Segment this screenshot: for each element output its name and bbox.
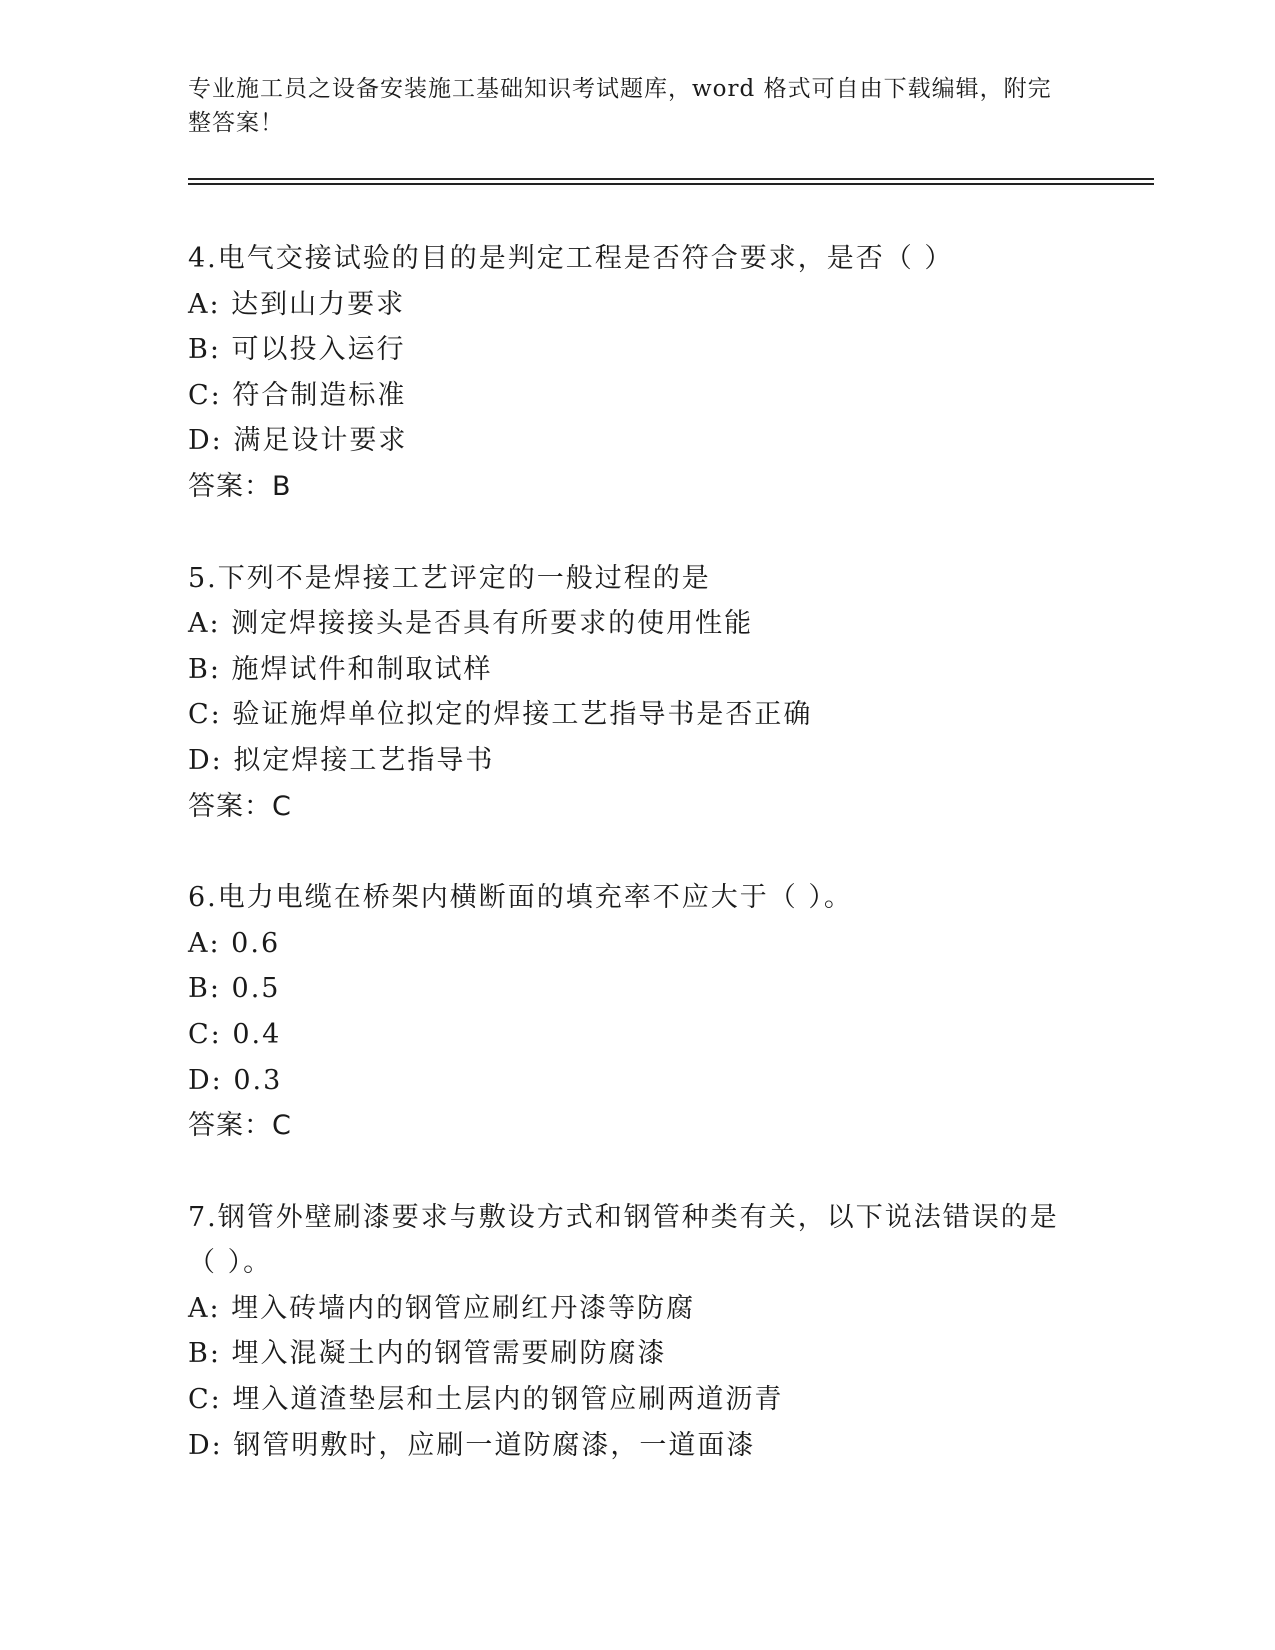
header-divider-bottom [188, 183, 1154, 185]
question-6 [188, 875, 1088, 1149]
option-a: A: 测定焊接接头是否具有所要求的使用性能 [188, 608, 754, 640]
question-stem: 7.钢管外壁刷漆要求与敷设方式和钢管种类有关，以下说法错误的是（ ）。 [188, 1201, 1059, 1279]
option-c: C: 验证施焊单位拟定的焊接工艺指导书是否正确 [188, 699, 813, 731]
document-header: 专业施工员之设备安装施工基础知识考试题库，word 格式可自由下载编辑，附完整答案！ [188, 76, 1052, 136]
option-a: A: 埋入砖墙内的钢管应刷红丹漆等防腐 [188, 1292, 696, 1324]
option-d: D: 钢管明敷时，应刷一道防腐漆，一道面漆 [188, 1429, 756, 1461]
header-divider-top [188, 178, 1154, 180]
question-5 [188, 556, 1088, 830]
option-c: C: 符合制造标准 [188, 379, 407, 411]
option-a: A: 达到山力要求 [188, 288, 406, 320]
answer-label: 答案：B [188, 470, 292, 502]
answer-label: 答案：C [188, 790, 292, 822]
question-stem: 6.电力电缆在桥架内横断面的填充率不应大于（ ）。 [188, 882, 853, 914]
question-list [188, 236, 1088, 1514]
option-b: B: 可以投入运行 [188, 334, 406, 366]
option-b: B: 埋入混凝土内的钢管需要刷防腐漆 [188, 1338, 667, 1370]
question-stem: 4.电气交接试验的目的是判定工程是否符合要求，是否（ ） [188, 243, 954, 274]
option-b: B: 施焊试件和制取试样 [188, 653, 493, 685]
question-4 [188, 236, 1088, 510]
answer-label: 答案：C [188, 1110, 292, 1142]
question-stem: 5.下列不是焊接工艺评定的一般过程的是 [188, 562, 711, 594]
option-d: D: 拟定焊接工艺指导书 [188, 744, 495, 776]
option-d: D: 0.3 [188, 1064, 283, 1096]
option-a: A: 0.6 [188, 927, 281, 959]
option-b: B: 0.5 [188, 973, 281, 1005]
option-c: C: 0.4 [188, 1018, 282, 1050]
option-c: C: 埋入道渣垫层和土层内的钢管应刷两道沥青 [188, 1384, 784, 1416]
question-7 [188, 1195, 1088, 1469]
option-d: D: 满足设计要求 [188, 425, 408, 457]
